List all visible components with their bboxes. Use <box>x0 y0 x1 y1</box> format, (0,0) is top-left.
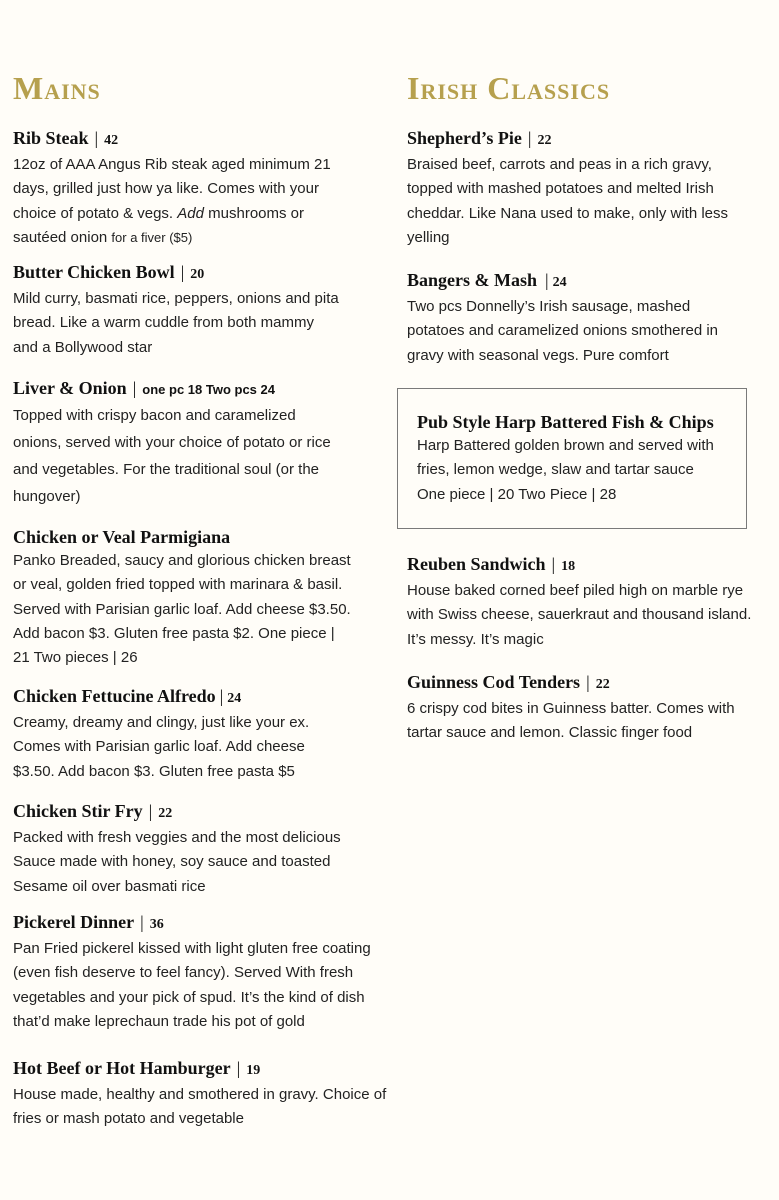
item-name: Rib Steak <box>13 128 89 148</box>
menu-item-rib-steak: Rib Steak | 42 12oz of AAA Angus Rib steak aged minimum 21 days, grilled just how ya like. Comes with your choice of potato & vegs. Add mushrooms or sautéed onion for a fiver ($5) <box>13 128 353 250</box>
item-name: Pickerel Dinner <box>13 912 135 932</box>
item-name: Liver & Onion <box>13 378 127 398</box>
item-description: Packed with fresh veggies and the most delicious Sauce made with honey, soy sauce and toasted Sesame oil over basmati rice <box>13 829 341 895</box>
item-price: 19 <box>246 1063 261 1078</box>
item-name: Shepherd’s Pie <box>407 128 522 148</box>
menu-item-pickerel-dinner: Pickerel Dinner | 36 Pan Fried pickerel kissed with light gluten free coating (even fish deserve to feel fancy). Served With fresh vegetables and your pick of spud. It’s the kind of dish that’d make leprechaun trade his pot of gold <box>13 912 398 1034</box>
item-name: Bangers & Mash <box>407 270 537 290</box>
item-name: Pub Style Harp Battered Fish & Chips <box>417 412 714 432</box>
menu-item-shepherds-pie: Shepherd’s Pie | 22 Braised beef, carrots and peas in a rich gravy, topped with mashed potatoes and melted Irish cheddar. Like Nana used to make, only with less yelling <box>407 128 737 250</box>
item-name: Chicken Fettucine Alfredo <box>13 686 216 706</box>
menu-item-liver-onion: Liver & Onion | one pc 18 Two pcs 24 Topped with crispy bacon and caramelized onions, served with your choice of potato or rice and vegetables. For the traditional soul (or the hungover) <box>13 378 348 510</box>
item-name: Chicken or Veal Parmigiana <box>13 527 231 547</box>
item-name: Butter Chicken Bowl <box>13 262 175 282</box>
item-price-line: One piece | 20 Two Piece | 28 <box>417 485 617 503</box>
featured-box-fish-chips <box>397 388 747 529</box>
item-description: Creamy, dreamy and clingy, just like your ex. Comes with Parisian garlic loaf. Add cheese $3.50. Add bacon $3. Gluten free pasta $5 <box>13 714 310 780</box>
item-description: Topped with crispy bacon and caramelized onions, served with your choice of potato or rice and vegetables. For the traditional soul (or the hungover) <box>13 407 331 505</box>
item-description: House made, healthy and smothered in gravy. Choice of fries or mash potato and vegetable <box>13 1086 387 1128</box>
item-description: Harp Battered golden brown and served with fries, lemon wedge, slaw and tartar sauce <box>417 437 714 479</box>
item-description: Mild curry, basmati rice, peppers, onions and pita bread. Like a warm cuddle from both mammy and a Bollywood star <box>13 290 339 356</box>
item-description: 6 crispy cod bites in Guinness batter. Comes with tartar sauce and lemon. Classic finger food <box>407 700 735 742</box>
item-price: 22 <box>537 133 552 148</box>
item-price: 18 <box>561 559 576 574</box>
item-price: 20 <box>190 267 205 282</box>
item-price: 42 <box>104 133 119 148</box>
item-description: Panko Breaded, saucy and glorious chicken breast or veal, golden fried topped with marinara & basil. Served with Parisian garlic loaf. Add cheese $3.50. Add bacon $3. Gluten free pasta $2. One piece | 21 Two pieces | 26 <box>13 552 351 667</box>
menu-item-fish-chips <box>417 412 742 507</box>
item-price: 24 <box>227 691 242 706</box>
item-description: Two pcs Donnelly’s Irish sausage, mashed potatoes and caramelized onions smothered in gravy with seasonal vegs. Pure comfort <box>407 298 719 364</box>
menu-item-fettucine-alfredo: Chicken Fettucine Alfredo | 24 Creamy, dreamy and clingy, just like your ex. Comes with Parisian garlic loaf. Add cheese $3.50. Add bacon $3. Gluten free pasta $5 <box>13 686 343 784</box>
menu-item-parmigiana <box>13 527 353 670</box>
item-price: one pc 18 Two pcs 24 <box>142 382 275 397</box>
item-price: 22 <box>158 806 173 821</box>
item-description: Pan Fried pickerel kissed with light gluten free coating (even fish deserve to feel fancy). Served With fresh vegetables and your pick of spud. It’s the kind of dish that’d make leprechaun trade his pot of gold <box>13 940 371 1030</box>
item-price: 24 <box>552 275 567 290</box>
item-name: Chicken Stir Fry <box>13 801 143 821</box>
irish-classics-section-title: Irish Classics <box>407 70 611 106</box>
menu-item-hot-beef: Hot Beef or Hot Hamburger | 19 House made, healthy and smothered in gravy. Choice of fries or mash potato and vegetable <box>13 1058 408 1132</box>
item-description: Braised beef, carrots and peas in a rich gravy, topped with mashed potatoes and melted Irish cheddar. Like Nana used to make, only with less yelling <box>407 156 729 246</box>
menu-item-reuben-sandwich: Reuben Sandwich | 18 House baked corned beef piled high on marble rye with Swiss cheese, sauerkraut and thousand island. It’s messy. It’s magic <box>407 554 757 652</box>
menu-item-bangers-mash: Bangers & Mash | 24 Two pcs Donnelly’s Irish sausage, mashed potatoes and caramelized onions smothered in gravy with seasonal vegs. Pure comfort <box>407 270 747 368</box>
item-name: Guinness Cod Tenders <box>407 672 581 692</box>
menu-item-butter-chicken-bowl: Butter Chicken Bowl | 20 Mild curry, basmati rice, peppers, onions and pita bread. Like a warm cuddle from both mammy and a Bollywood star <box>13 262 343 360</box>
item-price: 22 <box>595 677 610 692</box>
item-price: 36 <box>149 917 164 932</box>
menu-item-chicken-stir-fry: Chicken Stir Fry | 22 Packed with fresh veggies and the most delicious Sauce made with honey, soy sauce and toasted Sesame oil over basmati rice <box>13 801 368 899</box>
item-description: House baked corned beef piled high on marble rye with Swiss cheese, sauerkraut and thousand island. It’s messy. It’s magic <box>407 582 752 648</box>
item-name: Reuben Sandwich <box>407 554 546 574</box>
item-name: Hot Beef or Hot Hamburger <box>13 1058 231 1078</box>
mains-section-title: Mains <box>13 70 101 106</box>
menu-item-guinness-cod-tenders: Guinness Cod Tenders | 22 6 crispy cod bites in Guinness batter. Comes with tartar sauce and lemon. Classic finger food <box>407 672 762 746</box>
item-description: 12oz of AAA Angus Rib steak aged minimum 21 days, grilled just how ya like. Comes with your choice of potato & vegs. Add mushrooms or sautéed onion for a fiver ($5) <box>13 156 331 246</box>
